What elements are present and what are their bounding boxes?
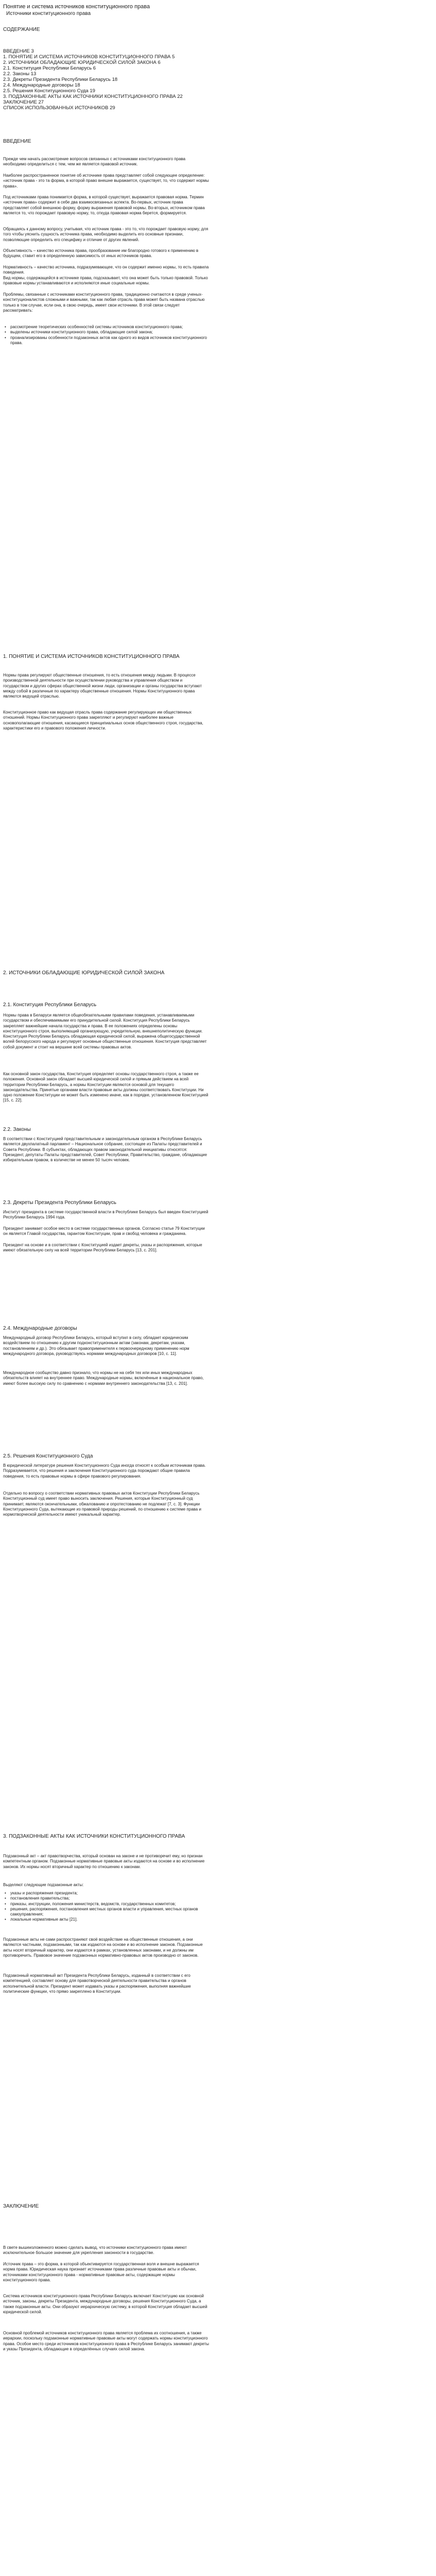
list-item: • локальные нормативные акты [21]. bbox=[3, 1917, 209, 1922]
subsection-2-1-heading: 2.1. Конституция Республики Беларусь bbox=[3, 1002, 97, 1008]
section-3-paragraph: Подзаконные акты не сами распространяют своё воздействие на общественные отношения, а они являются частными, подзаконными, так как издаются на основе и во исполнение законов. Подзаконные акты носят вторичный характер, они издаются в рамках, установленных законами, и не должны им противоречить. Правовое значение подзаконных нормативно-правовых актов производно от законов. bbox=[3, 1937, 203, 1958]
list-item: • решения, распоряжения, постановления местных органов власти и управления, местных органов самоуправления; bbox=[3, 1907, 209, 1918]
subsection-2-3-heading: 2.3. Декреты Президента Республики Беларусь bbox=[3, 1200, 116, 1206]
subsection-2-3-paragraph: Президент занимает особое место в системе государственных органов. Согласно статье 79 Конституции он является Главой государства, гарантом Конституции, прав и свобод человека и гражданина. bbox=[3, 1226, 205, 1236]
toc-item: ЗАКЛЮЧЕНИЕ 27 bbox=[3, 99, 44, 105]
section-3-heading: 3. ПОДЗАКОННЫЕ АКТЫ КАК ИСТОЧНИКИ КОНСТИТУЦИОННОГО ПРАВА bbox=[3, 1834, 185, 1839]
intro-paragraph: Под источниками права понимается форма, в которой существует, выражается правовая норма. Термин «источник права» содержит в себе два взаимосвязанных аспекта. Во-первых, источник права представляет собой внешнюю форму, форму выражения правовой нормы. Во-вторых, источником права является то, что порождает правовую норму, то, откуда правовая норма берется, формируется. bbox=[3, 195, 205, 215]
toc-heading: СОДЕРЖАНИЕ bbox=[3, 27, 40, 32]
section-1-paragraph: Нормы права регулируют общественные отношения, то есть отношения между людьми. В процессе производственной деятельности при осуществлении руководства и управления обществом и государством и других сферах общественной жизни люди, организации и органы государства вступают между собой в различные по характеру общественные отношения. Нормы Конституционного права являются ведущей отраслью. bbox=[3, 673, 202, 699]
subsection-2-3-paragraph: Президент на основе и в соответствии с Конституцией издает декреты, указы и распоряжения, которые имеют обязательную силу на всей территории Республики Беларусь [13, с. 201]. bbox=[3, 1243, 202, 1253]
section-1-heading: 1. ПОНЯТИЕ И СИСТЕМА ИСТОЧНИКОВ КОНСТИТУЦИОННОГО ПРАВА bbox=[3, 654, 180, 659]
toc-item: ВВЕДЕНИЕ 3 bbox=[3, 48, 34, 54]
intro-paragraph: Проблемы, связанные с источниками конституционного права, традиционно считаются в среде ученых-конституционалистов сложными и важными, так как любая отрасль права может быть названа отраслью только в том случае, если она, в свою очередь, имеет свои источники. В этой связи следует рассматривать: bbox=[3, 292, 205, 313]
page-title: Понятие и система источников конституционного права bbox=[3, 4, 150, 10]
list-item: • указы и распоряжения президента; bbox=[3, 1891, 209, 1896]
section-3-paragraph: Подзаконный акт – акт правотворчества, который основан на законе и не противоречит ему, но признан компетентным органом. Подзаконные нормативные правовые акты издаются на основе и во исполнение законов. Их нормы носят вторичный характер по отношению к законам. bbox=[3, 1854, 205, 1869]
intro-paragraph: Нормативность – качество источника, подразумевающее, что он содержит именно нормы, то есть правила поведения. bbox=[3, 265, 209, 275]
conclusion-paragraph: Система источников конституционного права Республики Беларусь включает Конституцию как основной источник, законы, декреты Президента, международные договоры, решения Конституционного Суда, а также подзаконные акты. Они образуют иерархическую систему, в которой Конституция обладает высшей юридической силой. bbox=[3, 2294, 207, 2314]
intro-paragraph: Прежде чем начать рассмотрение вопросов связанных с источниками конституционного права необходимо определиться с тем, чем же является правовой источник. bbox=[3, 157, 186, 167]
subsection-2-4-paragraph: Международный договор Республики Беларусь, который вступил в силу, обладает юридическим воздействием по отношению к другим подконституционным актам (законам, декретам, указам, постановлениям и др.). Это обязывает правоприменителя к первоочередному применению норм международного договора, руководствуясь нормами международных договоров [10, с. 11]. bbox=[3, 1335, 189, 1356]
toc-item: 2.4. Международные договоры 18 bbox=[3, 82, 80, 88]
list-item: • приказы, инструкции, положения министерств, ведомств, государственных комитетов; bbox=[3, 1902, 209, 1907]
section-3-paragraph: Выделяют следующие подзаконные акты: bbox=[3, 1883, 84, 1887]
list-item: • проанализированы особенности подзаконных актов как одного из видов источников конституционного права. bbox=[3, 335, 209, 346]
subsection-2-3-paragraph: Институт президента в системе государственной власти в Республике Беларусь был введен Конституцией Республики Беларусь 1994 года. bbox=[3, 1210, 208, 1220]
list-item: • рассмотрение теоретических особенностей системы источников конституционного права; bbox=[3, 325, 209, 330]
toc-item: СПИСОК ИСПОЛЬЗОВАННЫХ ИСТОЧНИКОВ 29 bbox=[3, 105, 115, 111]
section-3-bullet-list bbox=[3, 1891, 209, 1923]
toc-item: 2.3. Декреты Президента Республики Беларусь 18 bbox=[3, 77, 118, 82]
toc-item: 2.2. Законы 13 bbox=[3, 71, 37, 77]
subsection-2-4-paragraph: Международное сообщество давно признало, что нормы не на себя тех или иных международных обязательств влияет на внутреннее право. Международные нормы, включённые в национальное право, имеют более высокую силу по сравнению с нормами внутреннего законодательства [13, с. 201]. bbox=[3, 1370, 204, 1386]
list-item: • выделены источники конституционного права, обладающие силой закона; bbox=[3, 330, 209, 335]
toc-item: 2.1. Конституция Республики Беларусь 6 bbox=[3, 65, 96, 71]
subsection-2-1-paragraph: Нормы права в Беларуси является общеобязательными правилами поведения, устанавливаемыми государством и обеспечиваемыми его принудительной силой. Конституция Республики Беларусь закрепляет важнейшие начала государства и права. В ее положениях определены основы конституционного строя, выполняющий организующую, учредительную, внешнеполитическую функции. Конституция Республики Беларусь обладающая юридической силой, выражена общегосударственной волей белорусского народа и регулирует основные общественные отношения. Конституция представляет собой документ и стоит на вершине всей системы правовых актов. bbox=[3, 1013, 207, 1049]
section-1-paragraph: Конституционное право как ведущая отрасль права содержание регулирующих им общественных отношений. Нормы Конституционного права закрепляют и регулируют наиболее важные основополагающие отношения, касающиеся принципиальных основ общественного строя, государства, характеристики его и правового положения личности. bbox=[3, 710, 203, 731]
page-subtitle: Источники конституционного права bbox=[6, 11, 91, 16]
toc-item: 3. ПОДЗАКОННЫЕ АКТЫ КАК ИСТОЧНИКИ КОНСТИТУЦИОННОГО ПРАВА 22 bbox=[3, 94, 183, 99]
table-of-contents bbox=[3, 48, 219, 111]
section-3-paragraph: Подзаконный нормативный акт Президента Республики Беларусь, изданный в соответствии с его компетенцией, составляет основу для правотворческой деятельности правительства и органов исполнительной власти. Президент может издавать указы и распоряжения, выполняя важнейшие политические функции, что прямо закреплено в Конституции. bbox=[3, 1973, 191, 1994]
conclusion-paragraph: В свете вышеизложенного можно сделать вывод, что источники конституционного права имеют исключительное большое значение для укрепления законности в государстве. bbox=[3, 2245, 187, 2256]
section-2-heading: 2. ИСТОЧНИКИ ОБЛАДАЮЩИЕ ЮРИДИЧЕСКОЙ СИЛОЙ ЗАКОНА bbox=[3, 970, 165, 976]
intro-paragraph: Наиболее распространенное понятие об источнике права представляет собой следующее определение: «источник права - это та форма, в которой право внешне выражается, существует, то, что содержит нормы права». bbox=[3, 173, 209, 189]
subsection-2-4-heading: 2.4. Международные договоры bbox=[3, 1326, 77, 1331]
conclusion-paragraph: Основной проблемой источников конституционного права является проблема их соотношения, а также иерархии, поскольку подзаконные нормативные правовые акты могут содержать нормы конституционного права. Особое место среди источников конституционного права в Республике Беларусь занимают декреты и указы Президента, обладающие в определённых случаях силой закона. bbox=[3, 2331, 210, 2351]
subsection-2-5-paragraph: В юридической литературе решения Конституционного Суда иногда относят к особым источникам права. Подразумевается, что решения и заключения Конституционного суда порождают общие правила поведения, то есть правовые нормы в сфере правового регулирования. bbox=[3, 1463, 206, 1479]
subsection-2-5-paragraph: Отдельно по вопросу о соответствии нормативных правовых актов Конституции Республики Беларусь Конституционный суд имеет право выносить заключения. Решения, которые Конституционный суд принимает, являются окончательными, обжалованию и опротестованию не подлежат [7, с. 3]. Функции Конституционного Суда, вытекающие из правовой природы решений, по отношению к системе права и нормотворческой деятельности имеют уникальный характер. bbox=[3, 1491, 201, 1517]
subsection-2-2-heading: 2.2. Законы bbox=[3, 1127, 31, 1132]
intro-bullet-list bbox=[3, 325, 209, 346]
toc-item: 2.5. Решения Конституционного Суда 19 bbox=[3, 88, 95, 94]
intro-heading: ВВЕДЕНИЕ bbox=[3, 139, 31, 144]
conclusion-heading: ЗАКЛЮЧЕНИЕ bbox=[3, 2204, 39, 2209]
intro-paragraph: Объективность – качество источника права, прообразование им благородно готового к применению в будущем, ставит его в определенную зависимость от иных источников права. bbox=[3, 248, 199, 259]
list-item: • постановления правительства; bbox=[3, 1896, 209, 1901]
subsection-2-1-paragraph: Как основной закон государства, Конституция определяет основы государственного строя, а также ее положения. Основной закон обладает высшей юридической силой и прямым действием на всей территории Республики Беларусь, а нормы Конституции являются основой для текущего законодательства. Принятые органами власти правовые акты должны соответствовать Конституции. Ни одно положение Конституции не может быть изменено иначе, как в порядке, установленном Конституцией [15, с. 22]. bbox=[3, 1072, 208, 1103]
subsection-2-2-paragraph: В соответствии с Конституцией представительным и законодательным органом в Республике Беларусь является двухпалатный парламент – Национальное собрание, состоящее из Палаты представителей и Совета Республики. В субъектах, обладающих правом законодательной инициативы относятся: Президент, депутаты Палаты представителей, Совет Республики, Правительство, граждане, обладающие избирательным правом, в количестве не менее 50 тысяч человек. bbox=[3, 1137, 207, 1163]
toc-item: 2. ИСТОЧНИКИ ОБЛАДАЮЩИЕ ЮРИДИЧЕСКОЙ СИЛОЙ ЗАКОНА 6 bbox=[3, 60, 161, 65]
conclusion-paragraph: Источник права – это форма, в которой объективируется государственная воля и внешне выражается норма права. Юридическая наука признает источниками права различные правовые акты и обычаи, источниками конституционного права - нормативные правовые акты, содержащие нормы конституционного права. bbox=[3, 2262, 199, 2282]
subsection-2-5-heading: 2.5. Решения Конституционного Суда bbox=[3, 1453, 93, 1459]
toc-item: 1. ПОНЯТИЕ И СИСТЕМА ИСТОЧНИКОВ КОНСТИТУЦИОННОГО ПРАВА 5 bbox=[3, 54, 175, 60]
intro-paragraph: Обращаясь к данному вопросу, учитывая, что источник права - это то, что порождает правовую норму, для того чтобы уяснить сущность источника права, необходимо выделить его основные признаки, позволяющие определить его специфику и отличие от других явлений. bbox=[3, 227, 208, 242]
intro-paragraph: Вид нормы, содержащейся в источнике права, подсказывает, что она может быть только правовой. Только правовые нормы устанавливаются и исполняются иные социальные нормы. bbox=[3, 276, 208, 286]
